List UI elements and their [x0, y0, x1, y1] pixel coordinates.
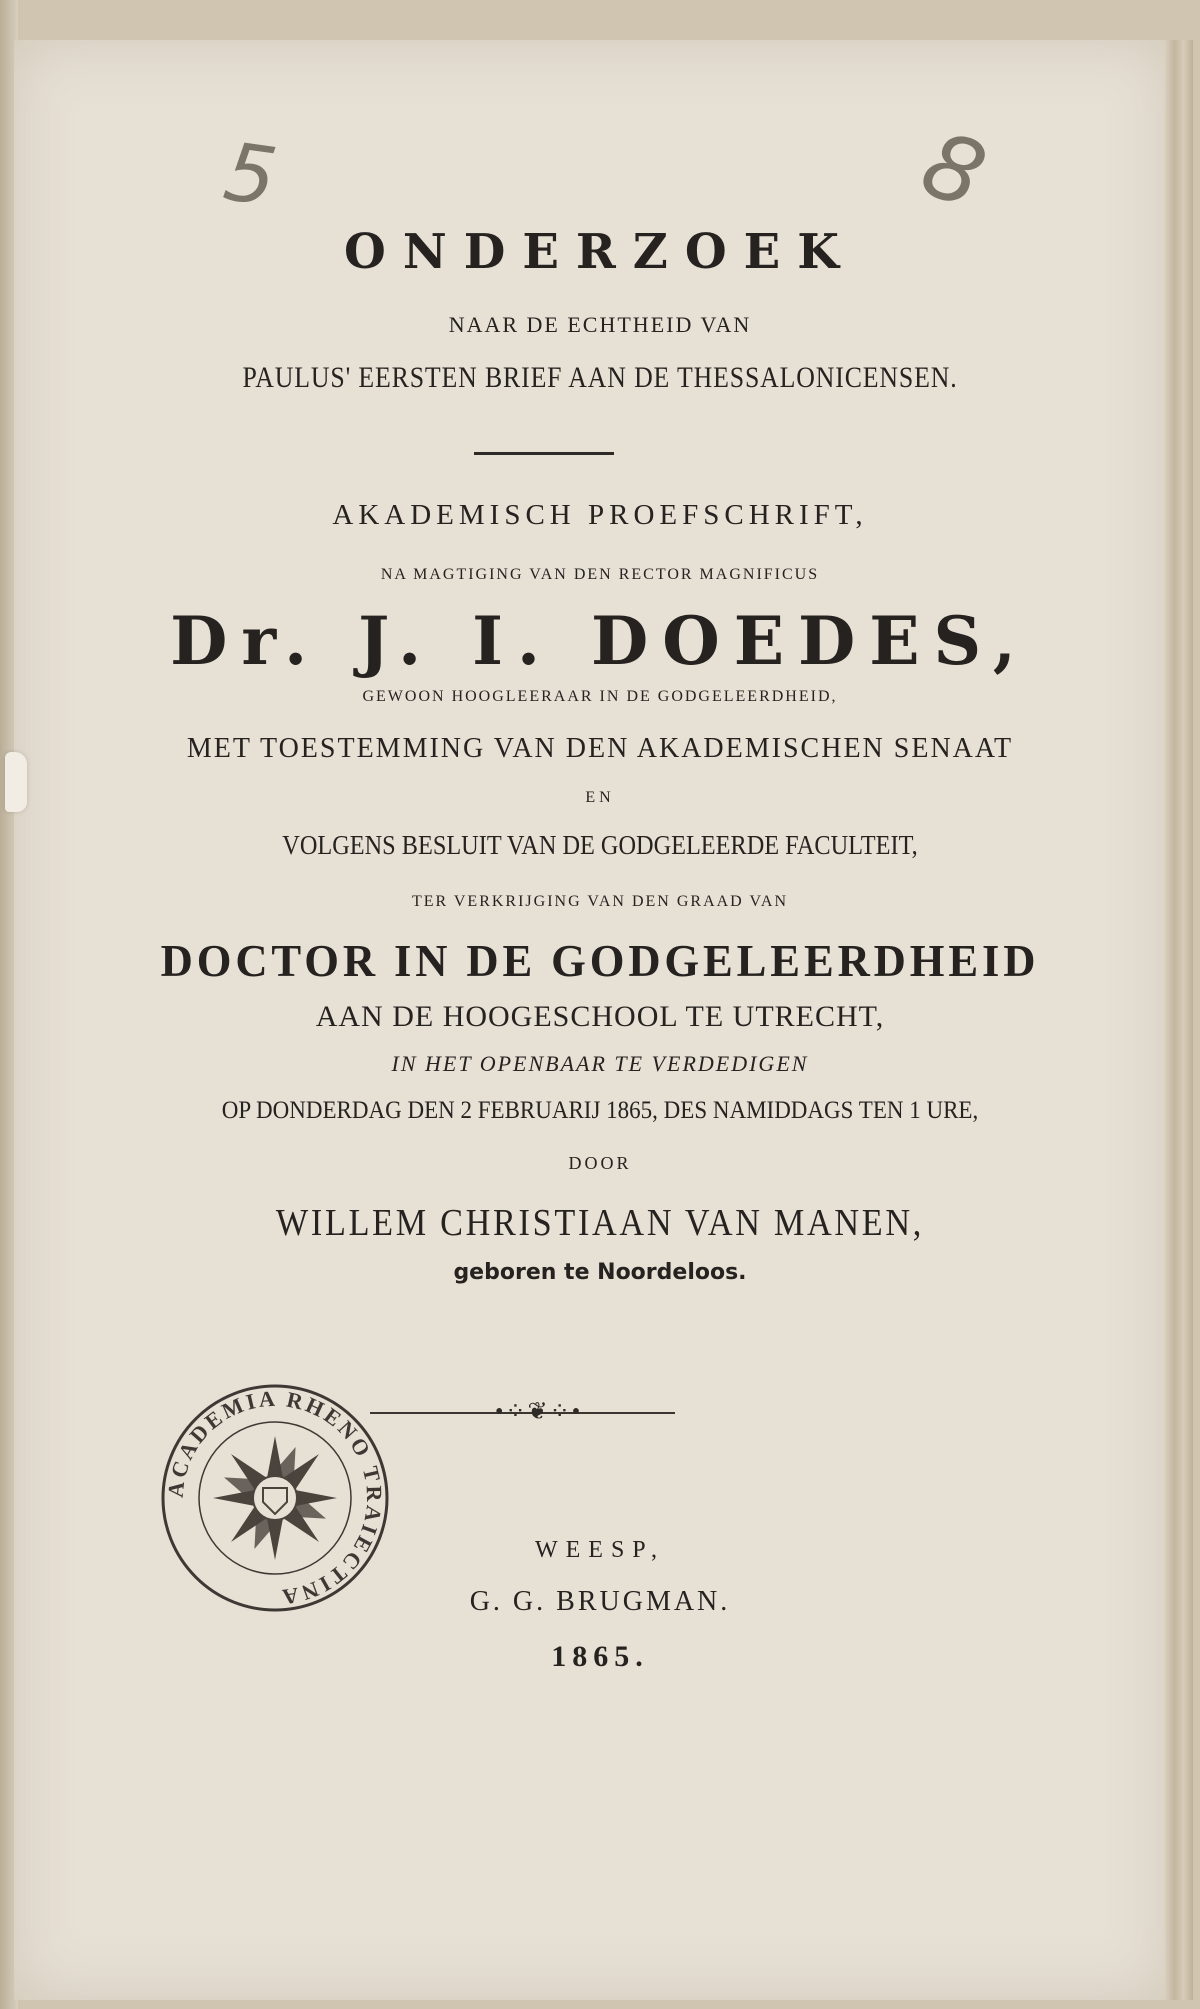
degree-title: DOCTOR IN DE GODGELEERDHEID	[160, 935, 1040, 986]
subtitle-main: PAULUS' EERSTEN BRIEF AAN DE THESSALONICENSEN.	[242, 361, 958, 394]
divider-rule	[474, 452, 614, 455]
imprint-year: 1865.	[551, 1640, 649, 1673]
stamp-text: ACADEMIA RHENO TRAIECTINA	[162, 1385, 388, 1611]
birthplace-line: geboren te Noordeloos.	[453, 1260, 747, 1285]
university-line: AAN DE HOOGESCHOOL TE UTRECHT,	[315, 1000, 885, 1033]
defense-line: IN HET OPENBAAR TE VERDEDIGEN	[391, 1051, 809, 1076]
university-stamp	[155, 1378, 395, 1618]
imprint-city: WEESP,	[534, 1537, 665, 1563]
subtitle-small: NAAR DE ECHTHEID VAN	[448, 312, 752, 337]
by-line: DOOR	[568, 1153, 632, 1173]
thesis-type: AKADEMISCH PROEFSCHRIFT,	[332, 499, 868, 531]
pencil-mark-left: 5	[218, 124, 283, 225]
purpose-line: TER VERKRIJGING VAN DEN GRAAD VAN	[411, 893, 789, 910]
title: ONDERZOEK	[344, 224, 856, 280]
date-line: OP DONDERDAG DEN 2 FEBRUARIJ 1865, DES NAMIDDAGS TEN 1 URE,	[221, 1097, 979, 1124]
imprint-publisher: G. G. BRUGMAN.	[469, 1586, 731, 1617]
consent-line: MET TOESTEMMING VAN DEN AKADEMISCHEN SENAAT	[186, 733, 1014, 764]
author-name: WILLEM CHRISTIAAN VAN MANEN,	[275, 1202, 925, 1244]
rector-name: Dr. J. I. DOEDES,	[170, 602, 1030, 680]
pencil-mark-right: 8	[908, 111, 999, 230]
authorization-line: NA MAGTIGING VAN DEN RECTOR MAGNIFICUS	[380, 566, 820, 583]
decision-line: VOLGENS BESLUIT VAN DE GODGELEERDE FACULTEIT,	[282, 830, 918, 860]
rector-title: GEWOON HOOGLEERAAR IN DE GODGELEERDHEID,	[362, 688, 838, 705]
conjunction: EN	[585, 789, 615, 806]
ornament-icon: •⁘❦⁘•	[495, 1399, 583, 1425]
